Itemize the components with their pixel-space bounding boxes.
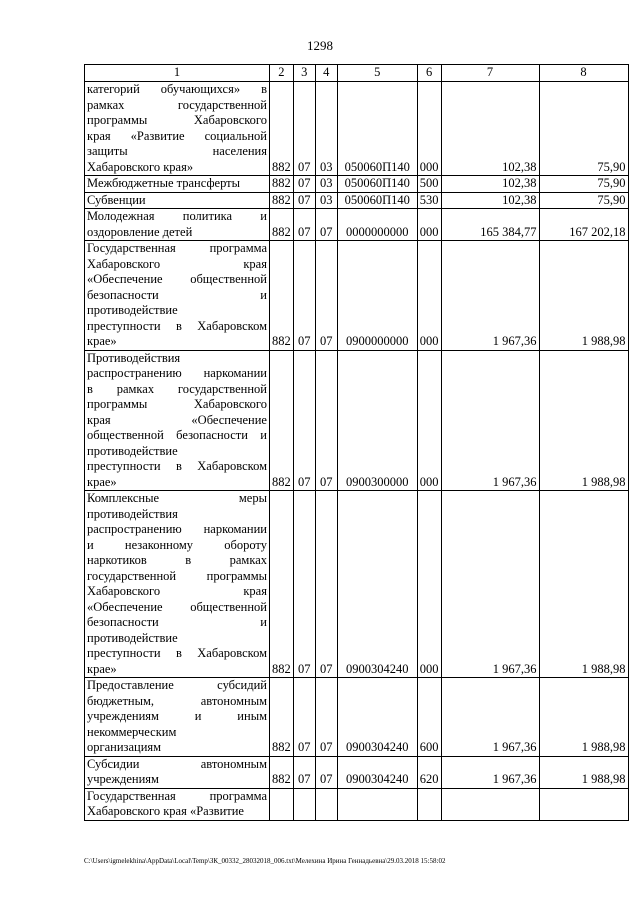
amount-year1-cell: 1 967,36 (441, 241, 539, 351)
amount-year2-cell: 1 988,98 (539, 241, 628, 351)
row-name-line: Хабаровского края (87, 256, 267, 271)
row-name-cell (85, 209, 270, 241)
admin-code-cell: 882 (270, 82, 294, 176)
table-row (85, 350, 629, 491)
subsection-code-cell: 07 (315, 350, 337, 491)
row-name-line: Государственная программа (87, 788, 267, 803)
row-name-cell (85, 788, 270, 820)
admin-code-cell: 882 (270, 678, 294, 757)
admin-code-cell: 882 (270, 176, 294, 193)
subsection-code-cell: 03 (315, 82, 337, 176)
header-cell: 6 (417, 65, 441, 82)
section-code-cell (293, 788, 315, 820)
row-name-line: Комплексные меры (87, 491, 267, 505)
amount-year2-cell: 75,90 (539, 192, 628, 209)
subsection-code-cell: 03 (315, 176, 337, 193)
row-name-cell (85, 678, 270, 757)
row-name-line: организациям (87, 740, 162, 754)
row-name-line: Молодежная политика и (87, 209, 267, 223)
section-code-cell: 07 (293, 350, 315, 491)
expense-type-cell: 000 (417, 241, 441, 351)
admin-code-cell: 882 (270, 491, 294, 678)
amount-year1-cell: 1 967,36 (441, 678, 539, 757)
expense-type-cell: 000 (417, 350, 441, 491)
row-name-line: края «Развитие социальной (87, 128, 267, 143)
row-name-line: некоммерческим (87, 724, 177, 739)
row-name-line: безопасности и (87, 287, 267, 302)
row-name-line: государственной программы (87, 568, 267, 583)
expense-type-cell: 000 (417, 491, 441, 678)
row-name-line: Хабаровского края «Развитие (87, 804, 244, 818)
target-article-cell: 0000000000 (337, 209, 417, 241)
section-code-cell: 07 (293, 82, 315, 176)
amount-year1-cell: 165 384,77 (441, 209, 539, 241)
table-row (85, 209, 629, 241)
section-code-cell: 07 (293, 192, 315, 209)
row-name-line: преступности в Хабаровском (87, 318, 267, 333)
row-name-line: учреждениям и иным (87, 709, 267, 723)
section-code-cell: 07 (293, 756, 315, 788)
row-name-cell (85, 756, 270, 788)
amount-year2-cell: 167 202,18 (539, 209, 628, 241)
row-name-line: Государственная программа (87, 241, 267, 255)
row-name-cell (85, 350, 270, 491)
row-name-line: противодействие (87, 303, 178, 317)
subsection-code-cell: 07 (315, 678, 337, 757)
amount-year1-cell: 1 967,36 (441, 491, 539, 678)
target-article-cell: 0900304240 (337, 678, 417, 757)
row-name-line: распространению наркомании (87, 522, 267, 536)
row-name-line: крае» (87, 661, 117, 676)
row-name-cell (85, 176, 270, 193)
table-row (85, 241, 629, 351)
file-path-footer: C:\Users\igmelekhina\AppData\Local\Temp\ЗК_00332_28032018_006.txt\Мелехина Ирина Геннадьевна\29.03.2018 15:58:02 (84, 857, 446, 865)
table-row (85, 788, 629, 820)
amount-year1-cell: 102,38 (441, 82, 539, 176)
row-name-line: и незаконному обороту (87, 537, 267, 552)
row-name-line: противодействие (87, 630, 178, 645)
row-name-line: безопасности и (87, 615, 267, 629)
row-name-line: Субсидии автономным (87, 756, 267, 771)
header-cell: 8 (539, 65, 628, 82)
section-code-cell: 07 (293, 678, 315, 757)
table-row (85, 192, 629, 209)
header-cell: 3 (293, 65, 315, 82)
amount-year1-cell: 1 967,36 (441, 350, 539, 491)
row-name-line: противодействия (87, 506, 178, 521)
amount-year2-cell: 1 988,98 (539, 350, 628, 491)
row-name-line: рамках государственной (87, 97, 267, 112)
admin-code-cell: 882 (270, 756, 294, 788)
section-code-cell: 07 (293, 209, 315, 241)
row-name-line: программы Хабаровского (87, 113, 267, 127)
section-code-cell: 07 (293, 241, 315, 351)
amount-year1-cell: 1 967,36 (441, 756, 539, 788)
row-name-line: распространению наркомании (87, 366, 267, 380)
subsection-code-cell: 03 (315, 192, 337, 209)
amount-year2-cell: 75,90 (539, 82, 628, 176)
row-name-line: оздоровление детей (87, 224, 193, 239)
admin-code-cell: 882 (270, 350, 294, 491)
row-name-line: наркотиков в рамках (87, 553, 267, 567)
amount-year2-cell: 1 988,98 (539, 756, 628, 788)
expense-type-cell: 000 (417, 209, 441, 241)
section-code-cell: 07 (293, 491, 315, 678)
row-name-line: категорий обучающихся» в (87, 82, 267, 96)
row-name-line: края «Обеспечение (87, 412, 267, 427)
header-cell: 2 (270, 65, 294, 82)
table-row (85, 176, 629, 193)
row-name-line: крае» (87, 334, 117, 348)
amount-year1-cell: 102,38 (441, 176, 539, 193)
amount-year2-cell: 1 988,98 (539, 678, 628, 757)
table-row (85, 756, 629, 788)
subsection-code-cell: 07 (315, 756, 337, 788)
page-number: 1298 (307, 38, 333, 53)
admin-code-cell (270, 788, 294, 820)
target-article-cell: 050060П140 (337, 82, 417, 176)
expense-type-cell: 500 (417, 176, 441, 193)
admin-code-cell: 882 (270, 241, 294, 351)
row-name-line: «Обеспечение общественной (87, 599, 267, 614)
target-article-cell: 0900304240 (337, 491, 417, 678)
expense-type-cell: 530 (417, 192, 441, 209)
header-cell: 1 (85, 65, 270, 82)
row-name-line: Хабаровского края (87, 584, 267, 598)
row-name-line: Хабаровского края» (87, 159, 194, 174)
amount-year2-cell: 1 988,98 (539, 491, 628, 678)
row-name-line: учреждениям (87, 772, 159, 786)
subsection-code-cell: 07 (315, 491, 337, 678)
table-row (85, 678, 629, 757)
row-name-line: программы Хабаровского (87, 397, 267, 411)
admin-code-cell: 882 (270, 192, 294, 209)
admin-code-cell: 882 (270, 209, 294, 241)
row-name-line: бюджетным, автономным (87, 693, 267, 708)
expense-type-cell (417, 788, 441, 820)
row-name-line: Предоставление субсидий (87, 678, 267, 692)
row-name-cell (85, 491, 270, 678)
amount-year2-cell (539, 788, 628, 820)
row-name-line: преступности в Хабаровском (87, 646, 267, 660)
table-row (85, 82, 629, 176)
row-name-line: Субвенции (87, 192, 146, 207)
table-row (85, 491, 629, 678)
header-cell: 7 (441, 65, 539, 82)
row-name-cell (85, 82, 270, 176)
expense-type-cell: 600 (417, 678, 441, 757)
subsection-code-cell (315, 788, 337, 820)
amount-year1-cell: 102,38 (441, 192, 539, 209)
target-article-cell: 050060П140 (337, 176, 417, 193)
row-name-line: «Обеспечение общественной (87, 272, 267, 286)
row-name-line: в рамках государственной (87, 381, 267, 396)
target-article-cell: 050060П140 (337, 192, 417, 209)
target-article-cell: 0900300000 (337, 350, 417, 491)
amount-year2-cell: 75,90 (539, 176, 628, 193)
target-article-cell: 0900000000 (337, 241, 417, 351)
row-name-line: крае» (87, 474, 117, 489)
expense-type-cell: 620 (417, 756, 441, 788)
row-name-line: Межбюджетные трансферты (87, 176, 241, 190)
row-name-line: защиты населения (87, 144, 267, 158)
row-name-line: противодействие (87, 443, 178, 458)
subsection-code-cell: 07 (315, 209, 337, 241)
row-name-line: общественной безопасности и (87, 428, 267, 442)
row-name-line: Противодействия (87, 350, 181, 365)
row-name-cell (85, 241, 270, 351)
row-name-line: преступности в Хабаровском (87, 459, 267, 473)
section-code-cell: 07 (293, 176, 315, 193)
header-cell: 4 (315, 65, 337, 82)
amount-year1-cell (441, 788, 539, 820)
target-article-cell (337, 788, 417, 820)
expense-type-cell: 000 (417, 82, 441, 176)
table-header-row (85, 65, 629, 82)
header-cell: 5 (337, 65, 417, 82)
target-article-cell: 0900304240 (337, 756, 417, 788)
subsection-code-cell: 07 (315, 241, 337, 351)
budget-table (84, 64, 629, 821)
row-name-cell (85, 192, 270, 209)
